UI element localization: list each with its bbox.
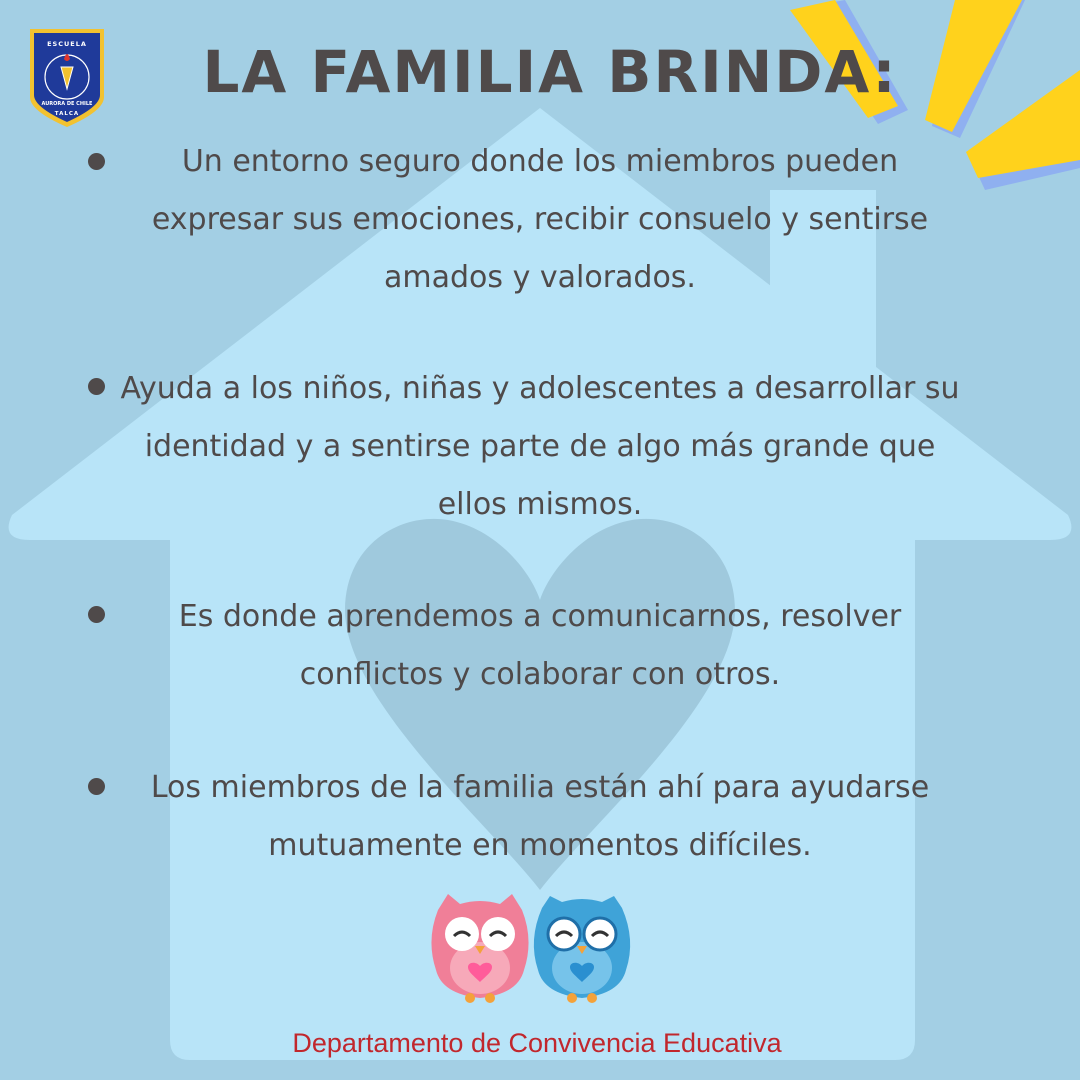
list-item-text: Un entorno seguro donde los miembros pueden expresar sus emociones, recibir consuelo y sentirse amados y valorados. bbox=[151, 144, 929, 295]
bullet-dot-icon bbox=[88, 778, 105, 795]
logo-ring-text: AURORA DE CHILE bbox=[41, 101, 93, 107]
footer-department: Departamento de Convivencia Educativa bbox=[292, 1028, 782, 1058]
blue-owl-icon bbox=[534, 896, 630, 1003]
list-item-text: Es donde aprendemos a comunicarnos, resolver conflictos y colaborar con otros. bbox=[178, 599, 902, 692]
page-title: LA FAMILIA BRINDA: bbox=[202, 38, 898, 106]
list-item-text: Los miembros de la familia están ahí para ayudarse mutuamente en momentos difíciles. bbox=[150, 770, 930, 863]
bullet-dot-icon bbox=[88, 378, 105, 395]
list-item-text: Ayuda a los niños, niñas y adolescentes a desarrollar su identidad y a sentirse parte de algo más grande que ellos mismos. bbox=[120, 371, 960, 522]
bullet-dot-icon bbox=[88, 153, 105, 170]
pink-owl-icon bbox=[431, 894, 528, 1003]
logo-top-text: ESCUELA bbox=[47, 40, 87, 48]
bullet-dot-icon bbox=[88, 606, 105, 623]
owls-illustration bbox=[430, 890, 640, 1006]
logo-bottom-text: TALCA bbox=[54, 111, 80, 117]
